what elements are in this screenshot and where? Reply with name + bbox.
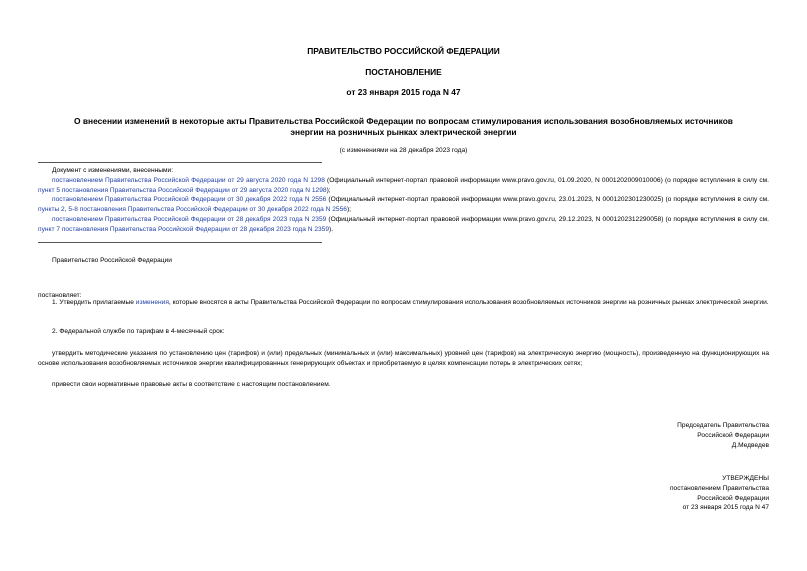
paragraph-4: привести свои нормативные правовые акты в соответствие с настоящим постановлением.	[52, 381, 331, 388]
amendment-entry-link[interactable]: пункт 5 постановления Правительства Российской Федерации от 29 августа 2020 года N 1298	[38, 186, 327, 194]
amendments-block	[38, 166, 769, 235]
amendment-link[interactable]: постановлением Правительства Российской Федерации от 29 августа 2020 года N 1298	[52, 176, 325, 184]
signature-block	[560, 421, 769, 450]
document-title	[40, 116, 767, 138]
amendment-text: (Официальный интернет-портал правовой информации www.pravo.gov.ru, 29.12.2023, N 0001202312290058) (о порядке вступления в силу см.	[326, 215, 769, 223]
bottom-divider	[38, 242, 322, 243]
signature-name: Д.Медведев	[731, 441, 769, 449]
document-title-line2: энергии на розничных рынках электрической энергии	[290, 127, 517, 137]
paragraph-1-start: 1. Утвердить прилагаемые	[52, 299, 136, 306]
amendment-link[interactable]: постановлением Правительства Российской Федерации от 30 декабря 2022 года N 2556	[52, 196, 327, 204]
paragraph-2: 2. Федеральной службе по тарифам в 4-месячный срок:	[52, 328, 225, 335]
amendment-tail: );	[346, 206, 351, 214]
amendment-text: (Официальный интернет-портал правовой информации www.pravo.gov.ru, 01.09.2020, N 0001202009010006) (о порядке вступления в силу см.	[324, 176, 769, 184]
amendments-intro: Документ с изменениями, внесенными:	[52, 167, 174, 174]
amendment-tail: ).	[329, 225, 334, 233]
paragraph-3: утвердить методические указания по установлению цен (тарифов) и (или) предельных (минимальных и (или) максимальных) уровней цен (тарифов) на электрическую энергию (мощность), произведенную на функционирующих на основе использования возобновляемых источников энергии квалифицированных генерирующих объектах и приобретаемую в целях компенсации потерь в электрических сетях;	[38, 350, 769, 367]
amendment-entry-link[interactable]: пункт 7 постановления Правительства Российской Федерации от 28 декабря 2023 года N 2359	[38, 225, 329, 233]
decides-label: постановляет:	[38, 292, 82, 299]
approved-block	[560, 474, 769, 513]
doc-type-heading: ПОСТАНОВЛЕНИЕ	[365, 67, 442, 77]
document-title-line1: О внесении изменений в некоторые акты Правительства Российской Федерации по вопросам стимулирования использования возобновляемых источников	[74, 116, 733, 126]
paragraph-1-end: , которые вносятся в акты Правительства Российской Федерации по вопросам стимулирования использования возобновляемых источников энергии на розничных рынках электрической энергии.	[168, 299, 769, 306]
amendment-tail: );	[326, 186, 331, 194]
amendment-item	[38, 215, 769, 235]
paragraph-1	[38, 298, 769, 308]
amendment-entry-link[interactable]: пункты 2, 5-8 постановления Правительства Российской Федерации от 30 декабря 2022 года N 2556	[38, 206, 347, 214]
amendment-text: (Официальный интернет-портал правовой информации www.pravo.gov.ru, 23.01.2023, N 0001202301230025) (о порядке вступления в силу см.	[326, 196, 769, 204]
government-heading: ПРАВИТЕЛЬСТВО РОССИЙСКОЙ ФЕДЕРАЦИИ	[307, 46, 500, 56]
amendment-item	[38, 176, 769, 196]
government-reference: Правительство Российской Федерации	[52, 257, 172, 264]
date-number-heading: от 23 января 2015 года N 47	[346, 87, 461, 97]
top-divider	[38, 162, 322, 163]
approved-org: Российской Федерации	[697, 494, 769, 502]
amendment-link[interactable]: постановлением Правительства Российской Федерации от 28 декабря 2023 года N 2359	[52, 215, 327, 223]
changes-link[interactable]: изменения	[135, 299, 169, 306]
approved-label: УТВЕРЖДЕНЫ	[722, 475, 769, 482]
approved-date-number: от 23 января 2015 года N 47	[682, 504, 769, 512]
approved-by: постановлением Правительства	[669, 484, 769, 492]
amendment-item	[38, 195, 769, 215]
signature-org: Российской Федерации	[697, 431, 769, 439]
changes-note: (с изменениями на 28 декабря 2023 года)	[339, 147, 468, 154]
signature-title: Председатель Правительства	[677, 422, 769, 429]
